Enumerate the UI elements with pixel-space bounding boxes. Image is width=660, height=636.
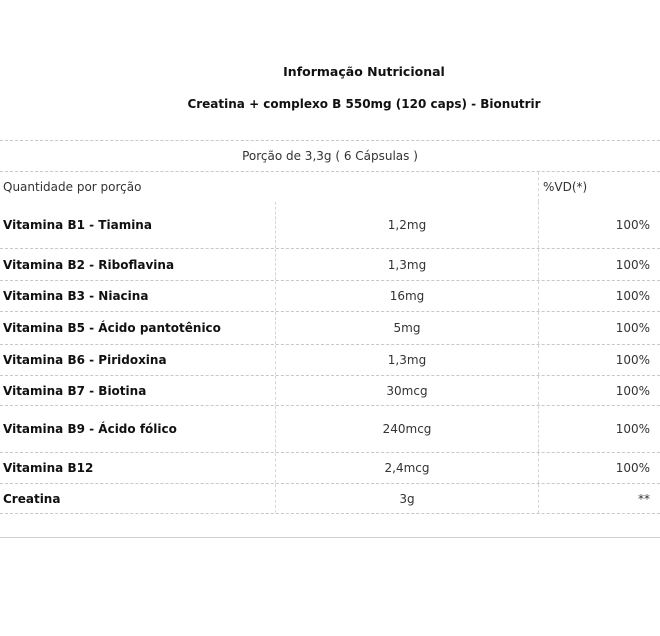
nutrient-name: Vitamina B6 - Piridoxina xyxy=(3,353,167,367)
nutrient-amount: 1,3mg xyxy=(275,345,538,375)
table-row xyxy=(0,484,660,514)
portion-text: Porção de 3,3g ( 6 Cápsulas ) xyxy=(242,149,418,163)
nutrient-name: Vitamina B1 - Tiamina xyxy=(3,218,152,232)
nutrient-vd: 100% xyxy=(538,406,660,452)
nutrition-table xyxy=(0,140,660,514)
table-row xyxy=(0,453,660,484)
nutrient-amount: 5mg xyxy=(275,312,538,344)
nutrient-amount: 3g xyxy=(275,484,538,513)
nutrient-vd: 100% xyxy=(538,249,660,280)
table-row xyxy=(0,281,660,312)
nutrient-vd: 100% xyxy=(538,312,660,344)
nutrient-name: Vitamina B9 - Ácido fólico xyxy=(3,422,177,436)
nutrient-vd: 100% xyxy=(538,281,660,311)
product-subtitle: Creatina + complexo B 550mg (120 caps) - Bionutrir xyxy=(187,97,541,111)
vd-header: %VD(*) xyxy=(538,172,660,202)
portion-row xyxy=(0,140,660,172)
table-row xyxy=(0,376,660,406)
table-row xyxy=(0,249,660,281)
table-row xyxy=(0,406,660,453)
table-row xyxy=(0,312,660,345)
nutrient-name: Vitamina B7 - Biotina xyxy=(3,383,147,398)
table-header-row xyxy=(0,172,660,202)
quantity-header: Quantidade por porção xyxy=(3,180,142,194)
table-row xyxy=(0,202,660,249)
nutrient-vd: 100% xyxy=(538,453,660,483)
nutrient-amount: 2,4mcg xyxy=(275,453,538,483)
nutrient-amount: 30mcg xyxy=(275,376,538,405)
nutrient-amount: 240mcg xyxy=(275,406,538,452)
nutrient-name: Creatina xyxy=(3,491,61,506)
nutrient-vd: 100% xyxy=(538,202,660,248)
nutrient-name: Vitamina B3 - Niacina xyxy=(3,289,149,303)
nutrient-amount: 1,2mg xyxy=(275,202,538,248)
nutrient-amount: 1,3mg xyxy=(275,249,538,280)
nutrient-name: Vitamina B5 - Ácido pantotênico xyxy=(3,321,221,335)
nutrient-name: Vitamina B2 - Riboflavina xyxy=(3,257,175,272)
nutrient-vd: 100% xyxy=(538,376,660,405)
bottom-divider xyxy=(0,537,660,538)
nutrient-amount: 16mg xyxy=(275,281,538,311)
nutrient-name: Vitamina B12 xyxy=(3,461,94,475)
table-row xyxy=(0,345,660,376)
nutrient-vd: ** xyxy=(538,484,660,513)
nutrient-vd: 100% xyxy=(538,345,660,375)
page-title: Informação Nutricional xyxy=(283,64,445,79)
